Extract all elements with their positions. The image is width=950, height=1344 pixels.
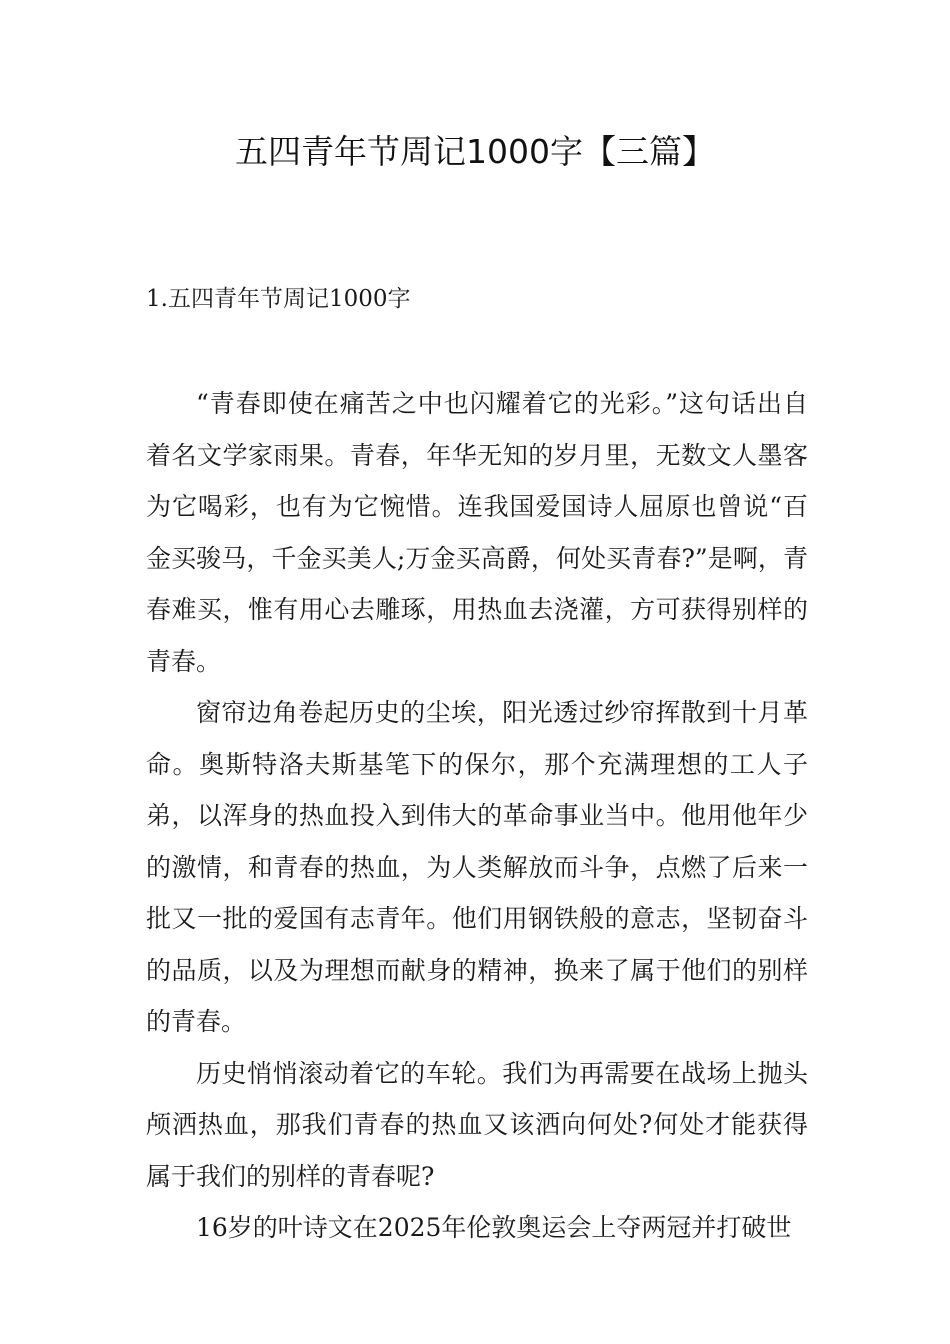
document-title: 五四青年节周记1000字【三篇】 xyxy=(235,132,715,171)
paragraph-3: 历史悄悄滚动着它的车轮。我们为再需要在战场上抛头颅洒热血，那我们青春的热血又该洒向何处?何处才能获得属于我们的别样的青春呢? xyxy=(146,1058,808,1191)
body-text xyxy=(146,378,808,1254)
paragraph-1: “青春即使在痛苦之中也闪耀着它的光彩。”这句话出自着名文学家雨果。青春，年华无知的岁月里，无数文人墨客为它喝彩，也有为它惋惜。连我国爱国诗人屈原也曾说“百金买骏马，千金买美人;万金买高爵，何处买青春?”是啊，青春难买，惟有用心去雕琢，用热血去浇灌，方可获得别样的青春。 xyxy=(146,389,808,676)
paragraph-4: 16岁的叶诗文在2025年伦敦奥运会上夺两冠并打破世 xyxy=(196,1213,792,1242)
section-heading: 1.五四青年节周记1000字 xyxy=(146,286,411,312)
paragraph-2: 窗帘边角卷起历史的尘埃，阳光透过纱帘挥散到十月革命。奥斯特洛夫斯基笔下的保尔，那个充满理想的工人子弟，以浑身的热血投入到伟大的革命事业当中。他用他年少的激情，和青春的热血，为人类解放而斗争，点燃了后来一批又一批的爱国有志青年。他们用钢铁般的意志，坚韧奋斗的品质，以及为理想而献身的精神，换来了属于他们的别样的青春。 xyxy=(146,698,808,1036)
